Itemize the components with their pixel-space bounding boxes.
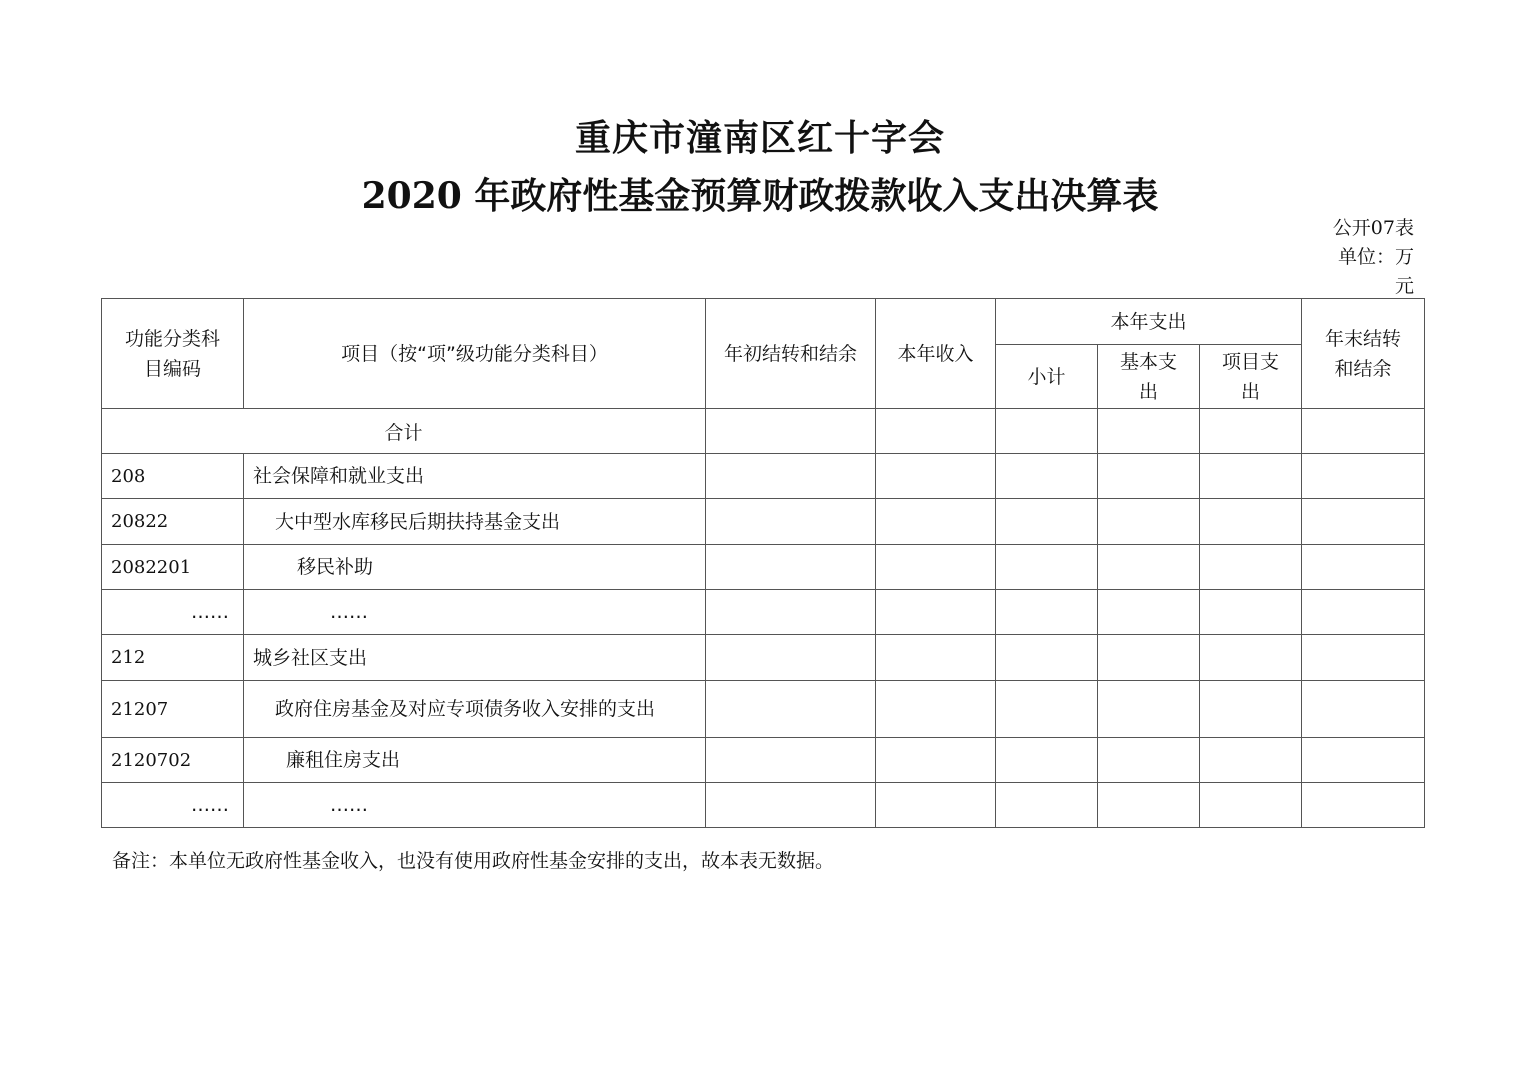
report-title: 2020 年政府性基金预算财政拨款收入支出决算表 [361,175,1159,217]
report-title-org: 重庆市潼南区红十字会 [574,117,945,159]
row-name: 移民补助 [244,545,706,590]
table-row [102,499,1425,545]
row-name: 社会保障和就业支出 [244,454,706,499]
header-opening-balance: 年初结转和结余 [706,299,876,409]
table-row [102,454,1425,499]
header-closing-balance: 年末结转和结余 [1302,299,1425,409]
table-row [102,635,1425,681]
total-opening [706,409,876,454]
form-code-suffix: 表 [1394,217,1414,239]
total-row [102,409,1425,454]
header-subtotal: 小计 [996,345,1098,409]
row-name: 城乡社区支出 [244,635,706,681]
footnote: 备注：本单位无政府性基金收入，也没有使用政府性基金安排的支出，故本表无数据。 [112,850,835,872]
unit-label-cont: 元 [1394,275,1414,297]
form-code-prefix: 公开 [1332,217,1371,239]
row-code: 2120702 [102,738,244,783]
row-code: 2082201 [102,545,244,590]
row-name: 政府住房基金及对应专项债务收入安排的支出 [244,681,706,738]
row-code: …… [102,783,244,828]
form-code-number: 07 [1370,217,1395,239]
header-item: 项目（按“项”级功能分类科目） [244,299,706,409]
row-name: 廉租住房支出 [244,738,706,783]
table-row [102,681,1425,738]
budget-table [101,298,1425,828]
row-code: …… [102,590,244,635]
total-subtotal [996,409,1098,454]
table-row [102,738,1425,783]
row-name: 大中型水库移民后期扶持基金支出 [244,499,706,545]
table-row [102,783,1425,828]
total-closing [1302,409,1425,454]
header-row-1 [102,299,1425,345]
table-row [102,590,1425,635]
header-project-expenditure: 项目支出 [1200,345,1302,409]
total-basic [1098,409,1200,454]
total-income [876,409,996,454]
header-code: 功能分类科目编码 [102,299,244,409]
header-basic-expenditure: 基本支出 [1098,345,1200,409]
row-code: 20822 [102,499,244,545]
form-code [1333,214,1414,243]
row-name: …… [244,590,706,635]
header-expenditure-group: 本年支出 [996,299,1302,345]
row-code: 208 [102,454,244,499]
unit-label: 单位：万 [1337,246,1414,268]
row-code: 21207 [102,681,244,738]
table-row [102,545,1425,590]
row-code: 212 [102,635,244,681]
total-project [1200,409,1302,454]
row-name: …… [244,783,706,828]
header-income: 本年收入 [876,299,996,409]
total-label: 合计 [102,409,706,454]
